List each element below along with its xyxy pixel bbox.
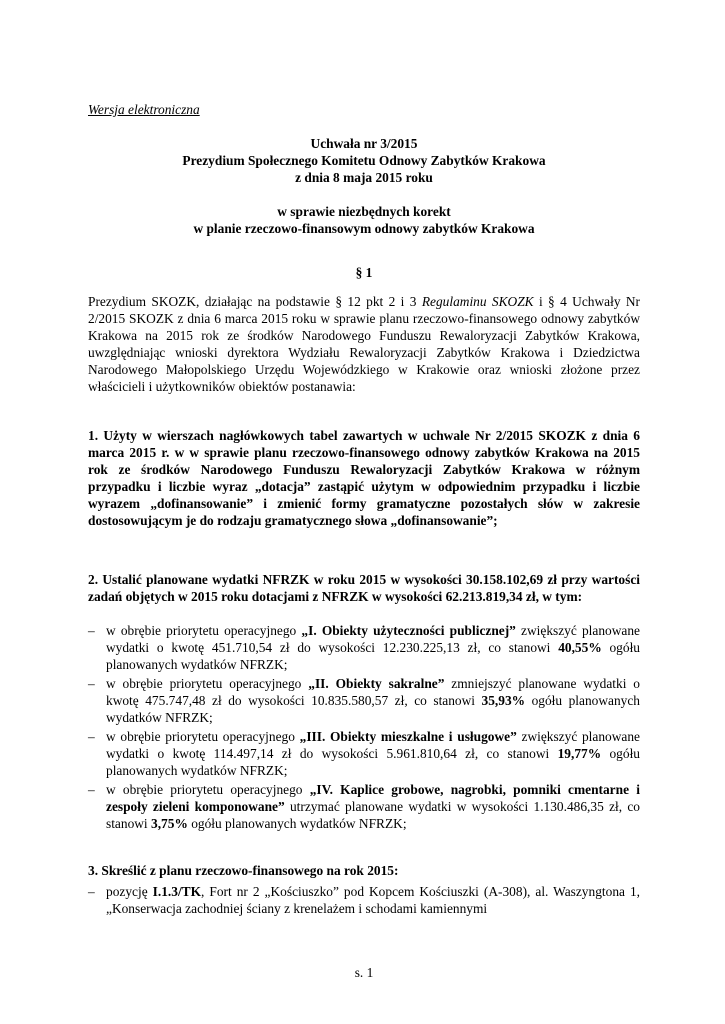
section-mark: § 1 [355,265,373,280]
item-text: zwiększyć planowane wydatki o kwotę 114.497,14 zł do wysokości 5.961.810,64 zł, co stanowi [106,729,640,761]
list-item [88,883,640,917]
share-percent: 3,75% [151,816,188,831]
item-text: ogółu planowanych wydatków NFRZK; [106,640,640,672]
resolution-subject [88,203,640,237]
intro-text-2: i § 4 Uchwały Nr 2/2015 SKOZK z dnia 6 marca 2015 roku w sprawie planu rzeczowo-finansowego odnowy zabytków Krakowa na 2015 rok ze środków Narodowego Funduszu Rewaloryzacji Zabytków Krakowa, uwzględniając wnioski dyrektora Wydziału Rewaloryzacji Zabytków Krakowa i Dziedzictwa Narodowego Małopolskiego Urzędu Wojewódzkiego w Krakowie oraz wnioski złożone przez właścicieli i użytkowników obiektów postanawia: [88,294,641,394]
list-item [88,622,640,673]
list-item [88,728,640,779]
item-text: ogółu planowanych wydatków NFRZK; [106,746,640,778]
subject-line-2: w planie rzeczowo-finansowym odnowy zabytków Krakowa [193,221,535,236]
point-2-list [88,622,640,834]
point-3-list [88,883,640,917]
item-text: ogółu planowanych wydatków NFRZK; [106,693,640,725]
item-text: w obrębie priorytetu operacyjnego [106,623,302,638]
list-item [88,675,640,726]
share-percent: 40,55% [558,640,602,655]
priority-name: „III. Obiekty mieszkalne i usługowe” [299,729,517,744]
point-2-intro: 2. Ustalić planowane wydatki NFRZK w roku 2015 w wysokości 30.158.102,69 zł przy wartości zadań objętych w 2015 roku dotacjami z NFRZK w wysokości 62.213.819,34 zł, w tym: [88,572,640,604]
subject-line-1: w sprawie niezbędnych korekt [277,204,451,219]
share-percent: 19,77% [557,746,602,761]
page-number: s. 1 [354,965,374,980]
list-dash: – [88,729,95,744]
item-text: , Fort nr 2 „Kościuszko” pod Kopcem Kościuszki (A-308), al. Waszyngtona 1, „Konserwacja zachodniej ściany z krenelażem i schodami kamiennymi [106,884,640,916]
item-text: pozycję [106,884,153,899]
list-dash: – [88,884,95,899]
item-text: w obrębie priorytetu operacyjnego [106,729,300,744]
item-text: w obrębie priorytetu operacyjnego [106,782,310,797]
item-text: ogółu planowanych wydatków NFRZK; [187,816,407,831]
item-text: zwiększyć planowane wydatki o kwotę 451.710,54 zł do wysokości 12.230.225,13 zł, co stanowi [106,623,640,655]
priority-name: „IV. Kaplice grobowe, nagrobki, pomniki cmentarne i zespoły zieleni komponowane” [106,782,640,814]
item-text: w obrębie priorytetu operacyjnego [106,676,309,691]
intro-regulation-ref: Regulaminu SKOZK [421,294,534,309]
list-dash: – [88,676,95,691]
resolution-number: Uchwała nr 3/2015 [310,136,418,151]
intro-text-1: Prezydium SKOZK, działając na podstawie § 12 pkt 2 i 3 [88,294,422,309]
list-dash: – [88,623,95,638]
list-item [88,781,640,832]
point-3-intro: 3. Skreślić z planu rzeczowo-finansowego na rok 2015: [88,863,399,878]
electronic-version-label: Wersja elektroniczna [88,102,200,117]
item-text: utrzymać planowane wydatki w wysokości 1.130.486,35 zł, co stanowi [106,799,640,831]
intro-paragraph [88,293,640,395]
priority-name: „II. Obiekty sakralne” [308,676,445,691]
issuing-body: Prezydium Społecznego Komitetu Odnowy Zabytków Krakowa [182,153,546,168]
resolution-date: z dnia 8 maja 2015 roku [295,170,433,185]
priority-name: „I. Obiekty użyteczności publicznej” [301,623,516,638]
resolution-title [88,135,640,186]
position-code: I.1.3/TK [152,884,202,899]
point-1-paragraph: 1. Użyty w wierszach nagłówkowych tabel zawartych w uchwale Nr 2/2015 SKOZK z dnia 6 marca 2015 r. w w sprawie planu rzeczowo-finansowego odnowy zabytków Krakowa na 2015 rok ze środków Narodowego Funduszu Rewaloryzacji Zabytków Krakowa w różnym przypadku i liczbie wyraz „dotacja” zastąpić użytym w odpowiednim przypadku i liczbie wyrazem „dofinansowanie” i zmienić formy gramatyczne pozostałych słów w zakresie dostosowującym je do rodzaju gramatycznego słowa „dofinansowanie”; [88,428,640,528]
item-text: zmniejszyć planowane wydatki o kwotę 475.747,48 zł do wysokości 10.835.580,57 zł, co stanowi [106,676,640,708]
share-percent: 35,93% [481,693,526,708]
list-dash: – [88,782,95,797]
